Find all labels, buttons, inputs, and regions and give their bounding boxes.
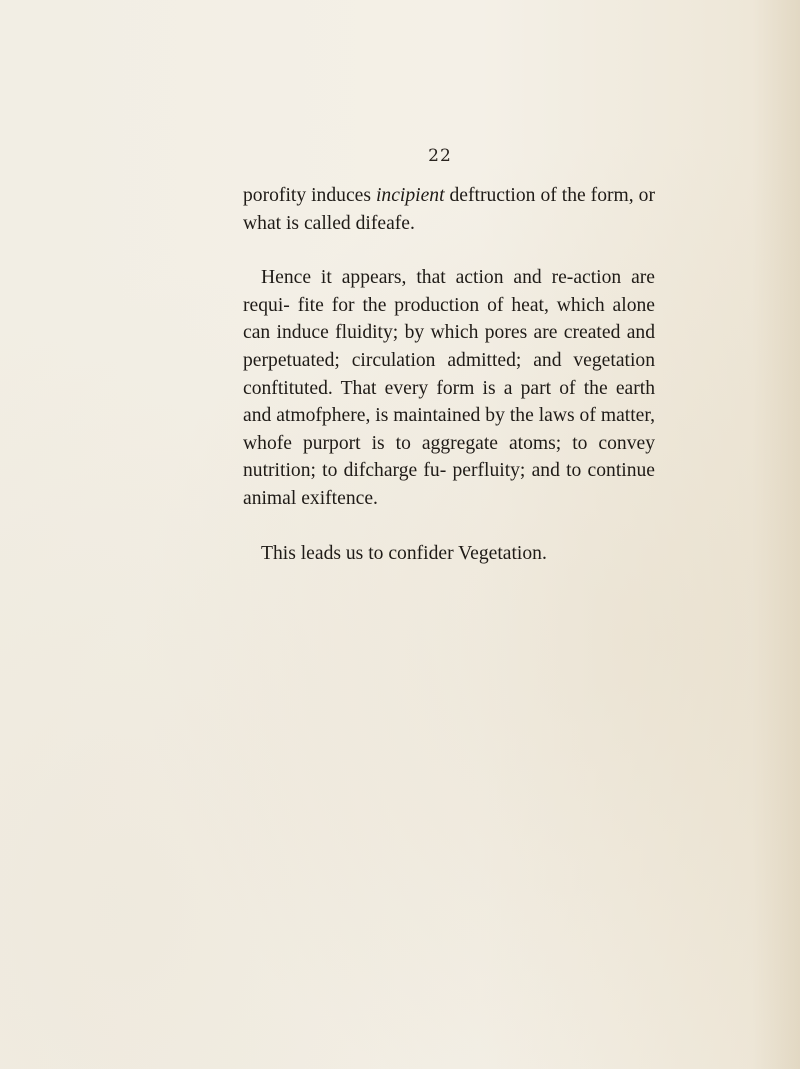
paragraph-3: This leads us to confider Vegetation. bbox=[261, 542, 547, 564]
paragraph-1-end: deftruction of the form, or what is called difeafe. bbox=[243, 185, 655, 234]
page-number: 22 bbox=[428, 146, 452, 166]
paragraph-1 bbox=[243, 182, 655, 237]
body-text bbox=[243, 182, 655, 567]
paragraph-2: Hence it appears, that action and re-action are requi- fite for the production of heat, which alone can induce fluidity; by which pores are created and perpetuated; circulation admitted; and vegetation conftituted. That every form is a part of the earth and atmofphere, is maintained by the laws of matter, whofe purport is to aggregate atoms; to convey nutrition; to difcharge fu- perfluity; and to continue animal exiftence. bbox=[243, 267, 655, 509]
paragraph-1-start: porofity induces bbox=[243, 185, 376, 206]
italic-word: incipient bbox=[375, 185, 445, 206]
